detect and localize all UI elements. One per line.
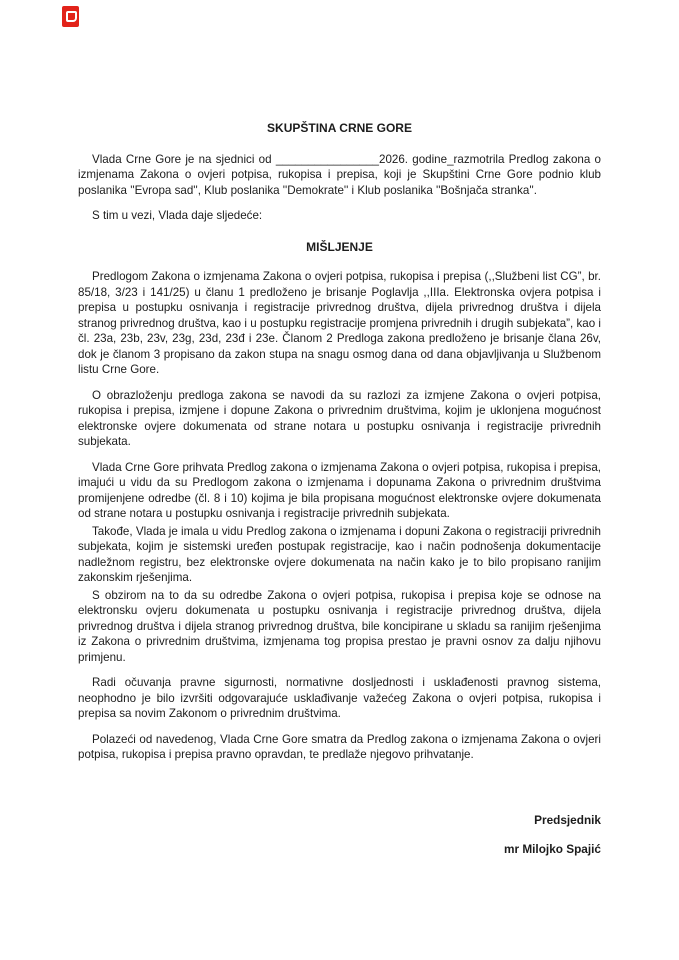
section-heading: MIŠLJENJE — [306, 239, 373, 254]
intro-paragraph: Vlada Crne Gore je na sjednici od ________________2026. godine_razmotrila Predlog zakona o izmjenama Zakona o ovjeri potpisa, rukopisa i prepisa, koji je Skupštini Crne Gore podnio klub poslanika ''Evropa sad'', Klub poslanika ''Demokrate'' i Klub poslanika ''Bošnjača stranka''. — [78, 152, 601, 197]
paragraph: Predlogom Zakona o izmjenama Zakona o ovjeri potpisa, rukopisa i prepisa (,,Službeni list CG”, br. 85/18, 3/23 i 141/25) u članu 1 predloženo je brisanje Poglavlja ,,IIIa. Elektronska ovjera potpisa i prepisa u postupku osnivanja i registracije privrednog društva, dijela privrednog društva i dijela stranog privrednog društva, kao i u postupku registracije promjena privrednih i drugih subjekata”, kao i čl. 23a, 23b, 23v, 23g, 23d, 23đ i 23e. Članom 2 Predloga zakona predloženo je brisanje člana 26v, dok je članom 3 propisano da zakon stupa na snagu osmog dana od dana objavljivanja u Službenom listu Crne Gore. — [78, 270, 601, 376]
signature-name: mr Milojko Spajić — [503, 842, 601, 856]
paragraph: Vlada Crne Gore prihvata Predlog zakona o izmjenama Zakona o ovjeri potpisa, rukopisa i prepisa, imajući u vidu da su Predlogom zakona o izmjenama i dopunama Zakona o privrednim društvima promijenjene odredbe (čl. 8 i 10) kojima je bila propisana mogućnost elektronske ovjere dokumenata od strane notara u postupku osnivanja i registracije privrednih subjekata. — [78, 460, 601, 520]
red-document-badge-icon — [62, 6, 79, 27]
paragraph: Takođe, Vlada je imala u vidu Predlog zakona o izmjenama i dopuni Zakona o registraciji privrednih subjekata, kojim je sistemski uređen postupak registracije, kao i način podnošenja dokumentacije nadležnom registru, bez elektronske ovjere dokumenata na način kako je to bilo propisano ranijim zakonskim rješenjima. — [78, 524, 601, 584]
document-header: SKUPŠTINA CRNE GORE — [267, 121, 412, 135]
signature-block — [78, 813, 601, 858]
lead-in-line: S tim u vezi, Vlada daje sljedeće: — [92, 209, 263, 222]
paragraph: S obzirom na to da su odredbe Zakona o ovjeri potpisa, rukopisa i prepisa koje se odnose na elektronsku ovjeru dokumenata u postupku osnivanja i registracije privrednog društva, dijela privrednog društva i dijela stranog privrednog društva, bile koncipirane u skladu sa ranijim rješenjima iz Zakona o privrednim društvima, izmjenama tog propisa prestao je pravni osnov za dalju njihovu primjenu. — [78, 588, 601, 664]
document-body — [78, 121, 601, 872]
paragraph: Polazeći od navedenog, Vlada Crne Gore smatra da Predlog zakona o izmjenama Zakona o ovjeri potpisa, rukopisa i prepisa pravno opravdan, te predlaže njegovo prihvatanje. — [78, 732, 601, 761]
signature-title: Predsjednik — [534, 812, 601, 827]
paragraph: O obrazloženju predloga zakona se navodi da su razlozi za izmjene Zakona o ovjeri potpisa, rukopisa i prepisa, izmjene i dopune Zakona o privrednim društvima, kojim je uklonjena mogućnost elektronske ovjere dokumenata od strane notara u postupku osnivanja i registracije privrednih subjekata. — [78, 388, 601, 448]
paragraph: Radi očuvanja pravne sigurnosti, normativne dosljednosti i usklađenosti pravnog sistema, neophodno je bilo izvršiti odgovarajuće usklađivanje važećeg Zakona o ovjeri potpisa, rukopisa i prepisa sa novim Zakonom o privrednim društvima. — [78, 676, 601, 720]
